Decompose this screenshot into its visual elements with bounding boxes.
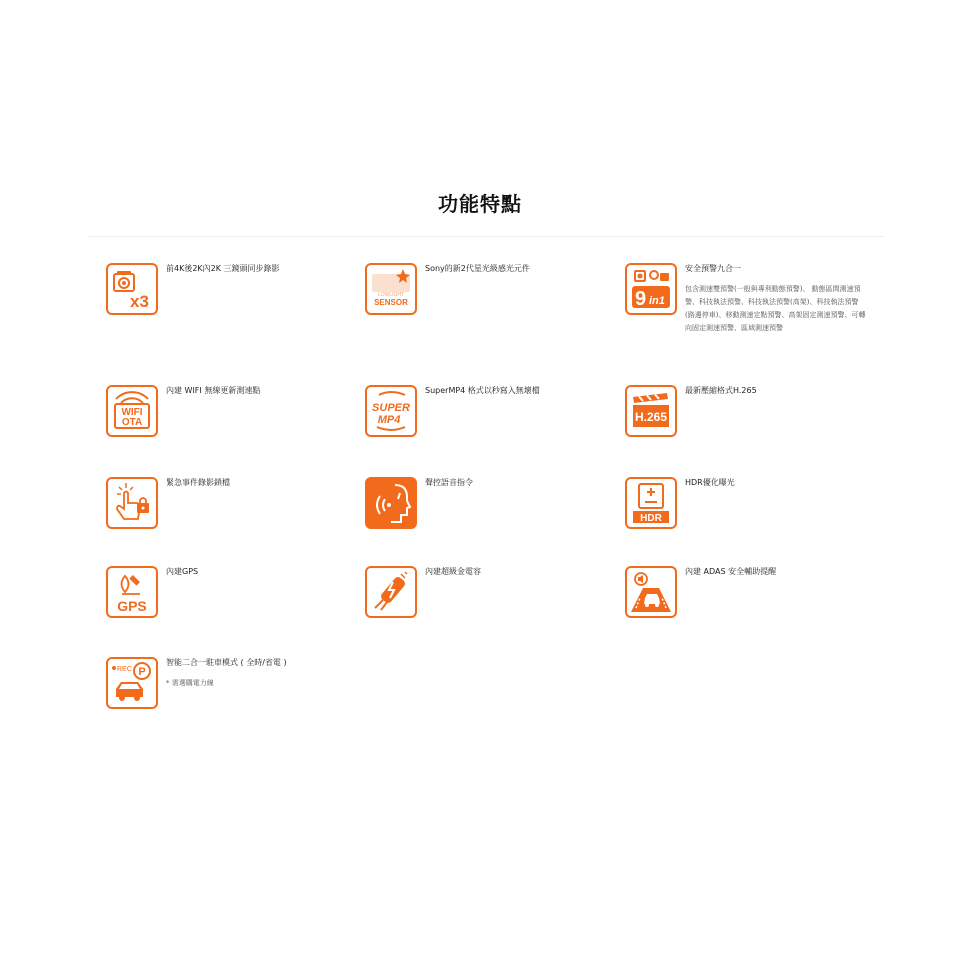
super-mp4-icon: [365, 385, 417, 437]
svg-text:SENSOR: SENSOR: [374, 298, 408, 307]
feature-title: 安全預警九合一: [685, 264, 741, 273]
feature-title: Sony的新2代星光級感光元件: [425, 264, 530, 273]
feature-title: HDR優化曝光: [685, 478, 735, 487]
h265-icon: [625, 385, 677, 437]
svg-text:WIFI: WIFI: [121, 407, 143, 418]
hdr-icon: [625, 477, 677, 529]
super-capacitor-icon: [365, 566, 417, 618]
feature-title: SuperMP4 格式以秒寫入無壞檔: [425, 386, 540, 395]
feature-description: 包含測速雙預警(一般與專利動態預警)、 動態區間測速預警、科技執法預警、科技執法預警(高架)、科技執法預警(路邊停車)、移動測速定點預警、高架固定測速預警、可轉向固定測速預警、區域測速預警: [685, 285, 866, 332]
svg-text:MP4: MP4: [377, 414, 401, 426]
voice-control-icon: [365, 477, 417, 529]
feature-title: 內建 WIFI 無線更新測速點: [166, 386, 261, 395]
wifi-ota-icon: [106, 385, 158, 437]
svg-text:in1: in1: [649, 295, 665, 307]
feature-title: 內建 ADAS 安全輔助提醒: [685, 567, 777, 576]
three-camera-icon: [106, 263, 158, 315]
page-title: 功能特點: [438, 192, 522, 216]
feature-title: 內建超級金電容: [425, 567, 481, 576]
lowlight-sensor-icon: [365, 263, 417, 315]
feature-title: 最新壓縮格式H.265: [685, 386, 757, 395]
feature-title: 智能二合一駐車模式 ( 全時/省電 ): [166, 658, 287, 667]
feature-title: 聲控語音指令: [425, 478, 473, 487]
svg-text:x3: x3: [130, 292, 149, 311]
nine-in-one-icon: [625, 263, 677, 315]
svg-text:HDR: HDR: [640, 513, 662, 524]
svg-text:LOWLIGHT: LOWLIGHT: [377, 292, 405, 298]
svg-text:REC: REC: [117, 666, 132, 673]
feature-note: * 需選購電力線: [166, 679, 214, 687]
feature-title: 前4K後2K內2K 三鏡頭同步錄影: [166, 264, 280, 273]
feature-title: 緊急事件錄影鎖檔: [166, 478, 230, 487]
parking-mode-icon: [106, 657, 158, 709]
svg-text:H.265: H.265: [634, 410, 668, 424]
feature-title: 內建GPS: [166, 567, 199, 576]
svg-text:SUPER: SUPER: [372, 402, 410, 414]
svg-text:OTA: OTA: [121, 417, 143, 428]
adas-icon: [625, 566, 677, 618]
title-divider: [88, 236, 884, 237]
svg-text:GPS: GPS: [117, 598, 147, 614]
emergency-lock-icon: [106, 477, 158, 529]
svg-text:P: P: [138, 666, 146, 678]
gps-icon: [106, 566, 158, 618]
svg-text:9: 9: [635, 288, 647, 310]
